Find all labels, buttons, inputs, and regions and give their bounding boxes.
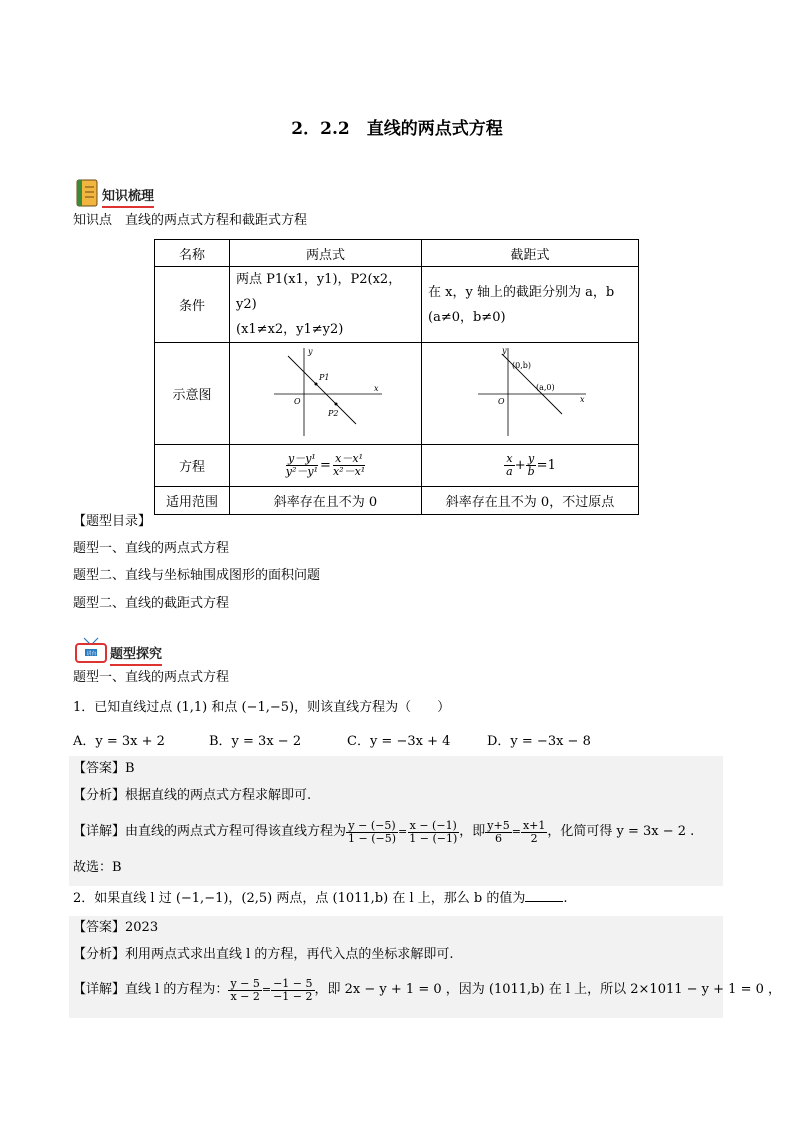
detail-text: ，化简可得 y = 3x − 2 . — [547, 824, 695, 839]
q1-analysis: 【分析】根据直线的两点式方程求解即可. — [73, 788, 312, 803]
line — [288, 356, 356, 424]
option-a: A．y = 3x + 2 — [73, 734, 165, 749]
detail-text: ，即 2x − y + 1 = 0 ，因为 (1011,b) 在 l 上，所以 2×1011 − y + 1 = 0 ， — [314, 982, 781, 997]
denominator: 6 — [495, 831, 502, 845]
fraction — [504, 453, 515, 478]
diagram-cell — [230, 343, 422, 445]
tv-icon-text: 讲台 — [86, 651, 97, 657]
table-header-cell: 名称 — [155, 240, 230, 267]
section-header-explore — [74, 636, 162, 666]
numerator: y－y¹ — [288, 452, 316, 465]
section-label: 题型探究 — [110, 647, 162, 666]
detail-text: ，即 — [459, 824, 486, 839]
q2-detail — [73, 973, 781, 1007]
equals-sign: = — [511, 825, 521, 838]
denominator: x²－x¹ — [332, 465, 366, 478]
row-label: 方程 — [155, 445, 230, 487]
numerator: y+5 — [487, 818, 510, 832]
diagram-label: O — [498, 396, 505, 406]
knowledge-table — [154, 239, 639, 515]
fraction — [521, 820, 547, 845]
numerator: x − (−1) — [409, 818, 457, 832]
row-label: 示意图 — [155, 343, 230, 445]
table-header-cell: 两点式 — [230, 240, 422, 267]
diagram-cell — [422, 343, 639, 445]
condition-text: (a≠0，b≠0) — [428, 309, 506, 325]
scope-cell: 斜率存在且不为 0 — [230, 487, 422, 515]
option-b: B．y = 3x − 2 — [209, 734, 302, 749]
point-p2 — [334, 402, 337, 405]
question-1-stem: 1．已知直线过点 (1,1) 和点 (−1,−5)，则该直线方程为（ ） — [73, 700, 451, 715]
table-row — [155, 487, 639, 515]
diagram-label: x — [373, 383, 379, 393]
condition-cell — [230, 267, 422, 343]
fraction — [331, 453, 367, 478]
table-row — [155, 343, 639, 445]
fraction — [284, 453, 320, 478]
question-2-stem — [73, 889, 567, 908]
catalog-heading: 【题型目录】 — [73, 514, 152, 529]
denominator: 2 — [530, 831, 538, 845]
equals-sign: = — [398, 825, 408, 838]
equals-sign: = — [320, 458, 331, 473]
numerator: −1 − 5 — [273, 976, 313, 990]
table-row — [155, 267, 639, 343]
diagram-label: x — [580, 394, 585, 404]
diagram-label: y — [502, 345, 507, 355]
stem-text: 2．如果直线 l 过 (−1,−1)，(2,5) 两点，点 (1011,b) 在 l 上，那么 b 的值为 — [73, 891, 526, 906]
equation-cell — [422, 445, 639, 487]
condition-text: (x1≠x2，y1≠y2) — [236, 322, 344, 337]
denominator: x − 2 — [230, 989, 260, 1003]
fraction — [485, 820, 511, 845]
numerator: x — [506, 452, 513, 465]
point-p1 — [314, 382, 317, 385]
fraction — [228, 978, 261, 1003]
scope-cell: 斜率存在且不为 0，不过原点 — [422, 487, 639, 515]
numerator: x－x¹ — [335, 452, 363, 465]
option-c: C．y = −3x + 4 — [347, 734, 451, 749]
catalog-item: 题型二、直线的截距式方程 — [73, 596, 230, 611]
page-title: 2．2.2 直线的两点式方程 — [291, 119, 503, 139]
numerator: y − (−5) — [348, 818, 396, 832]
detail-text: 【详解】直线 l 的方程为： — [73, 982, 229, 997]
q2-analysis: 【分析】利用两点式求出直线 l 的方程，再代入点的坐标求解即可. — [73, 947, 454, 962]
equation-cell — [230, 445, 422, 487]
fraction — [346, 820, 398, 845]
diagram-label: P2 — [327, 408, 338, 418]
denominator: y²－y¹ — [285, 465, 319, 478]
stem-text: . — [563, 891, 568, 906]
detail-text: 【详解】由直线的两点式方程可得该直线方程为 — [73, 824, 347, 839]
denominator: b — [527, 465, 535, 478]
type1-heading: 题型一、直线的两点式方程 — [73, 670, 230, 685]
diagram-label: P1 — [318, 372, 329, 382]
diagram-label: O — [293, 396, 301, 406]
row-label: 条件 — [155, 267, 230, 343]
row-label: 适用范围 — [155, 487, 230, 515]
condition-text: 在 x，y 轴上的截距分别为 a，b — [428, 284, 615, 300]
equation-rhs: =1 — [536, 458, 556, 473]
option-d: D．y = −3x − 8 — [487, 734, 591, 749]
knowledge-point-title: 知识点 直线的两点式方程和截距式方程 — [73, 213, 308, 228]
intercept-diagram — [470, 344, 590, 440]
table-header-cell: 截距式 — [422, 240, 639, 267]
q1-answer: 【答案】B — [73, 761, 135, 776]
diagram-label: (a,0) — [536, 382, 555, 392]
numerator: x+1 — [522, 818, 546, 832]
q2-answer: 【答案】2023 — [73, 920, 159, 935]
table-row — [155, 445, 639, 487]
denominator: 1 − (−1) — [409, 831, 458, 845]
catalog-item: 题型二、直线与坐标轴围成图形的面积问题 — [73, 568, 321, 583]
q1-detail — [73, 815, 694, 849]
numerator: y — [528, 452, 535, 465]
condition-cell — [422, 267, 639, 343]
fraction — [271, 978, 314, 1003]
q1-conclusion: 故选：B — [73, 860, 122, 875]
denominator: a — [506, 465, 513, 478]
denominator: −1 − 2 — [273, 989, 313, 1003]
table-row — [155, 240, 639, 267]
plus-sign: + — [514, 458, 526, 473]
catalog-item: 题型一、直线的两点式方程 — [73, 541, 230, 556]
denominator: 1 − (−5) — [348, 831, 397, 845]
two-point-diagram — [266, 344, 386, 440]
tv-icon — [74, 636, 108, 666]
diagram-label: (0,b) — [512, 360, 531, 370]
numerator: y − 5 — [230, 976, 260, 990]
section-header-knowledge — [74, 178, 154, 208]
section-label: 知识梳理 — [102, 189, 154, 208]
fraction — [526, 453, 537, 478]
answer-blank — [525, 889, 563, 902]
fraction — [407, 820, 459, 845]
diagram-label: y — [307, 346, 313, 356]
equals-sign: = — [261, 983, 272, 996]
condition-text: 两点 P1(x1，y1)，P2(x2，y2) — [236, 272, 402, 312]
book-icon — [74, 178, 100, 208]
